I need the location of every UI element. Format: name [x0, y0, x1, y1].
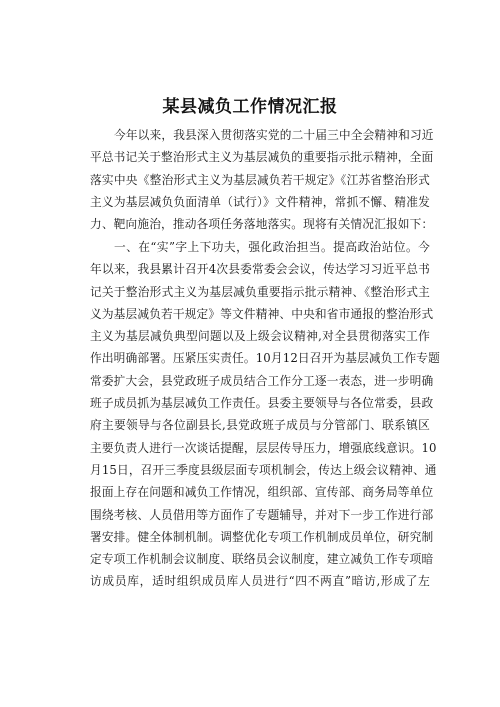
text-line: 落实中央《整治形式主义为基层减负若干规定》《江苏省整治形式: [90, 172, 430, 187]
text-line: 报面上存在问题和减负工作情况，组织部、宣传部、商务局等单位: [90, 485, 434, 500]
paragraph-intro: [90, 124, 434, 235]
text-line: 一、在“实”字上下功夫，强化政治担当。提高政治站位。今: [114, 240, 430, 254]
paragraph-section-one: [90, 236, 440, 593]
document-title: 某县减负工作情况汇报: [162, 97, 338, 117]
text-line: 平总书记关于整治形式主义为基层减负的重要指示批示精神，全面: [90, 150, 434, 165]
text-line: 定专项工作机制会议制度、联络员会议制度，建立减负工作专项暗: [90, 552, 434, 567]
text-line: 府主要领导与各位副县长,县党政班子成员与分管部门、联系镇区: [90, 418, 430, 433]
text-line: 年以来，我县累计召开4次县委常委会会议，传达学习习近平总书: [90, 262, 430, 277]
text-line: 记关于整治形式主义为基层减负重要指示批示精神、《整治形式主: [90, 284, 430, 299]
text-line: 访成员库，适时组织成员库人员进行“四不两直”暗访,形成了左: [90, 574, 430, 589]
text-line: 班子成员抓为基层减负工作责任。县委主要领导与各位常委，县政: [90, 396, 434, 411]
text-line: 常委扩大会，县党政班子成员结合工作分工逐一表态，进一步明确: [90, 373, 434, 388]
text-line: 主义为基层减负典型问题以及上级会议精神,对全县贯彻落实工作: [90, 329, 430, 344]
text-line: 署安排。健全体制机制。调整优化专项工作机制成员单位，研究制: [90, 529, 434, 544]
text-line: 义为基层减负若干规定》等文件精神、中央和省市通报的整治形式: [90, 306, 434, 321]
text-line: 围绕考核、人员借用等方面作了专题辅导，并对下一步工作进行部: [90, 507, 434, 522]
text-line: 今年以来，我县深入贯彻落实党的二十届三中全会精神和习近: [114, 128, 434, 142]
text-line: 月15日，召开三季度县级层面专项机制会，传达上级会议精神、通: [90, 462, 437, 477]
text-line: 力、靶向施治，推动各项任务落地落实。现将有关情况汇报如下：: [90, 217, 434, 232]
text-line: 作出明确部署。压紧压实责任。10月12日召开为基层减负工作专题: [90, 351, 440, 366]
text-line: 主义为基层减负负面清单（试行）》文件精神，常抓不懈、精准发: [90, 194, 430, 209]
text-line: 主要负责人进行一次谈话提醒，层层传导压力，增强底线意识。10: [90, 440, 437, 455]
